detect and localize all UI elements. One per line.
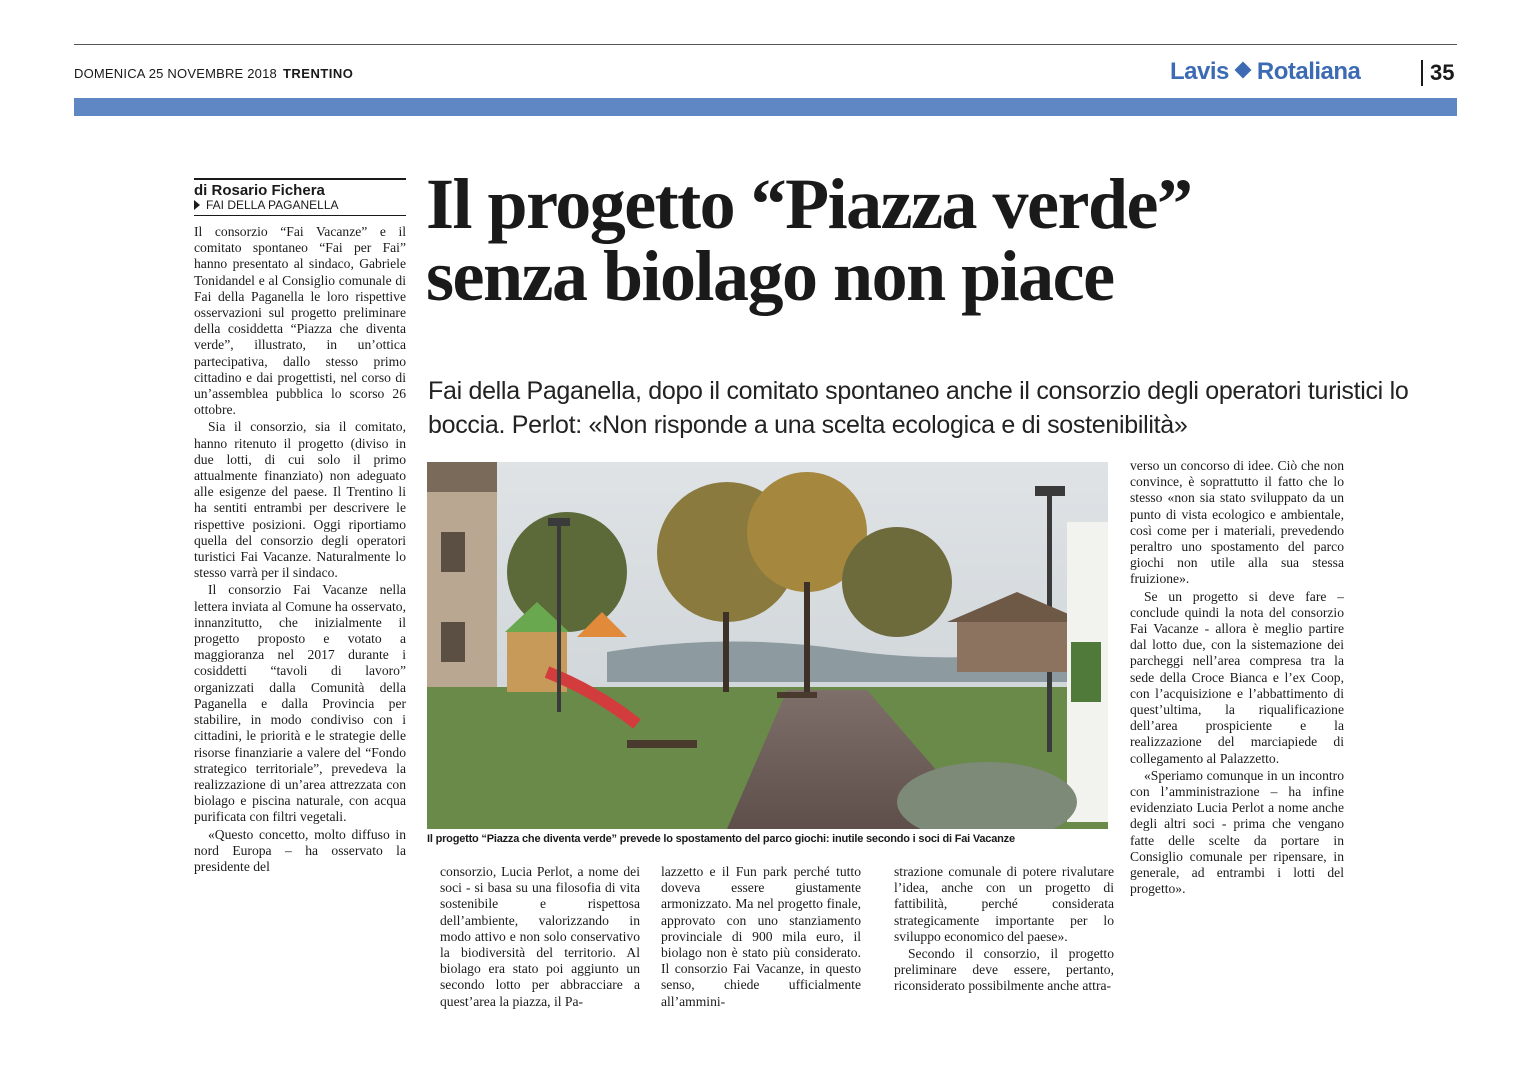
article-column-5 xyxy=(1130,458,1344,1078)
paragraph: Il consorzio Fai Vacanze nella lettera inviata al Comune ha osservato, innanzitutto, che inizialmente il progetto proposto e votato a maggioranza nel 2017 durante i cosiddetti “tavoli di lavoro” organizzati dalla Comunità della Paganella e dalla Provincia per stabilire, in modo condiviso con i cittadini, le priorità e le strategie delle risorse finanziarie a valere del “Fondo strategico territoriale”, prevedeva la realizzazione di un’area attrezzata con biolago e piscina naturale, con acqua purificata con filtri vegetali. xyxy=(194,582,406,825)
section-right: Rotaliana xyxy=(1256,58,1361,85)
section-title xyxy=(1170,58,1360,86)
page-number-divider xyxy=(1421,60,1423,86)
subheadline: Fai della Paganella, dopo il comitato spontaneo anche il consorzio degli operatori turistici lo boccia. Perlot: «Non risponde a una scelta ecologica e di sostenibilità» xyxy=(428,377,1409,439)
page-number: 35 xyxy=(1430,60,1455,85)
date-text: DOMENICA 25 NOVEMBRE 2018 xyxy=(74,66,277,81)
paragraph: consorzio, Lucia Perlot, a nome dei soci - si basa su una filosofia di vita sostenibile e rispettosa dell’ambiente, valorizzando in modo attivo e non solo conservativo la biodiversità del territorio. Al biolago era stato poi aggiunto un secondo lotto per abbracciare a quest’area la piazza, il Pa- xyxy=(440,864,640,1009)
paragraph: Secondo il consorzio, il progetto preliminare deve essere, pertanto, riconsiderato possibilmente anche attra- xyxy=(894,946,1114,994)
paragraph: strazione comunale di potere rivalutare l’idea, anche con un progetto di fattibilità, perché considerata strategicamente importante per lo sviluppo economico del paese». xyxy=(894,864,1114,944)
article-column-3 xyxy=(661,864,861,1074)
dateline xyxy=(74,66,353,81)
article-column-1 xyxy=(194,224,406,1070)
paragraph: lazzetto e il Fun park perché tutto doveva essere giustamente armonizzato. Ma nel progetto finale, approvato con uno stanziamento provinciale di 900 mila euro, il biolago non è stato più considerato. Il consorzio Fai Vacanze, in questo senso, chiede ufficialmente all’ammini- xyxy=(661,864,861,1009)
paragraph: Se un progetto si deve fare – conclude quindi la nota del consorzio Fai Vacanze - allora è meglio partire dal lotto due, con la sistemazione dei parcheggi nell’area compresa tra la sede della Croce Bianca e l’ex Coop, con l’acquisizione e l’abbattimento di quest’ultima, la riqualificazione dell’area prospiciente e la realizzazione del marciapiede di collegamento al Palazzetto. xyxy=(1130,588,1344,766)
diamond-icon xyxy=(1234,62,1251,79)
headline-line-1: Il progetto “Piazza verde” xyxy=(426,164,1192,244)
paragraph: «Questo concetto, molto diffuso in nord Europa – ha osservato la presidente del xyxy=(194,826,406,874)
byline: di Rosario Fichera xyxy=(194,178,406,199)
article-column-2 xyxy=(440,864,640,1074)
paragraph: Sia il consorzio, sia il comitato, hanno ritenuto il progetto (diviso in due lotti, di cui solo il primo attualmente finanziato) non adeguato alle esigenze del paese. Il Trentino li ha sentiti entrambi per descrivere le rispettive posizioni. Oggi riportiamo quella del consorzio degli operatori turistici Fai Vacanze. Naturalmente lo stesso varrà per il sindaco. xyxy=(194,419,406,581)
place-text: FAI DELLA PAGANELLA xyxy=(206,198,339,212)
headline xyxy=(426,164,1446,316)
section-color-band xyxy=(74,98,1457,116)
headline-line-2: senza biolago non piace xyxy=(426,236,1114,316)
paragraph: verso un concorso di idee. Ciò che non convince, è soprattutto il fatto che lo stesso «non sia stato sviluppato da un punto di vista ecologico e ambientale, così come per i materiali, prevedendo peraltro uno spostamento del parco giochi non utile alla sua stessa fruizione». xyxy=(1130,458,1344,587)
paragraph: Il consorzio “Fai Vacanze” e il comitato spontaneo “Fai per Fai” hanno presentato al sindaco, Gabriele Tonidandel e al Consiglio comunale di Fai della Paganella le loro rispettive osservazioni sul progetto preliminare della cosiddetta “Piazza che diventa verde”, illustrato, in un’ottica partecipativa, dallo stesso primo cittadino e dai progettisti, nel corso di un’assemblea pubblica lo scorso 26 ottobre. xyxy=(194,224,406,418)
article-photo xyxy=(427,462,1108,829)
paragraph: «Speriamo comunque in un incontro con l’amministrazione – ha infine evidenziato Lucia Perlot a nome anche degli altri soci - prima che vengano fatte delle scelte da portare in Consiglio comunale per ripensare, in generale, ad entrambi i lotti del progetto». xyxy=(1130,767,1344,897)
paper-name: TRENTINO xyxy=(282,66,354,81)
top-rule xyxy=(74,44,1457,45)
article-column-4 xyxy=(894,864,1114,1074)
park-photo-illustration xyxy=(427,462,1108,829)
photo-caption: Il progetto “Piazza che diventa verde” prevede lo spostamento del parco giochi: inutile secondo i soci di Fai Vacanze xyxy=(427,833,1015,845)
section-left: Lavis xyxy=(1170,58,1229,85)
triangle-icon xyxy=(194,200,200,210)
dateline-place xyxy=(194,198,406,216)
